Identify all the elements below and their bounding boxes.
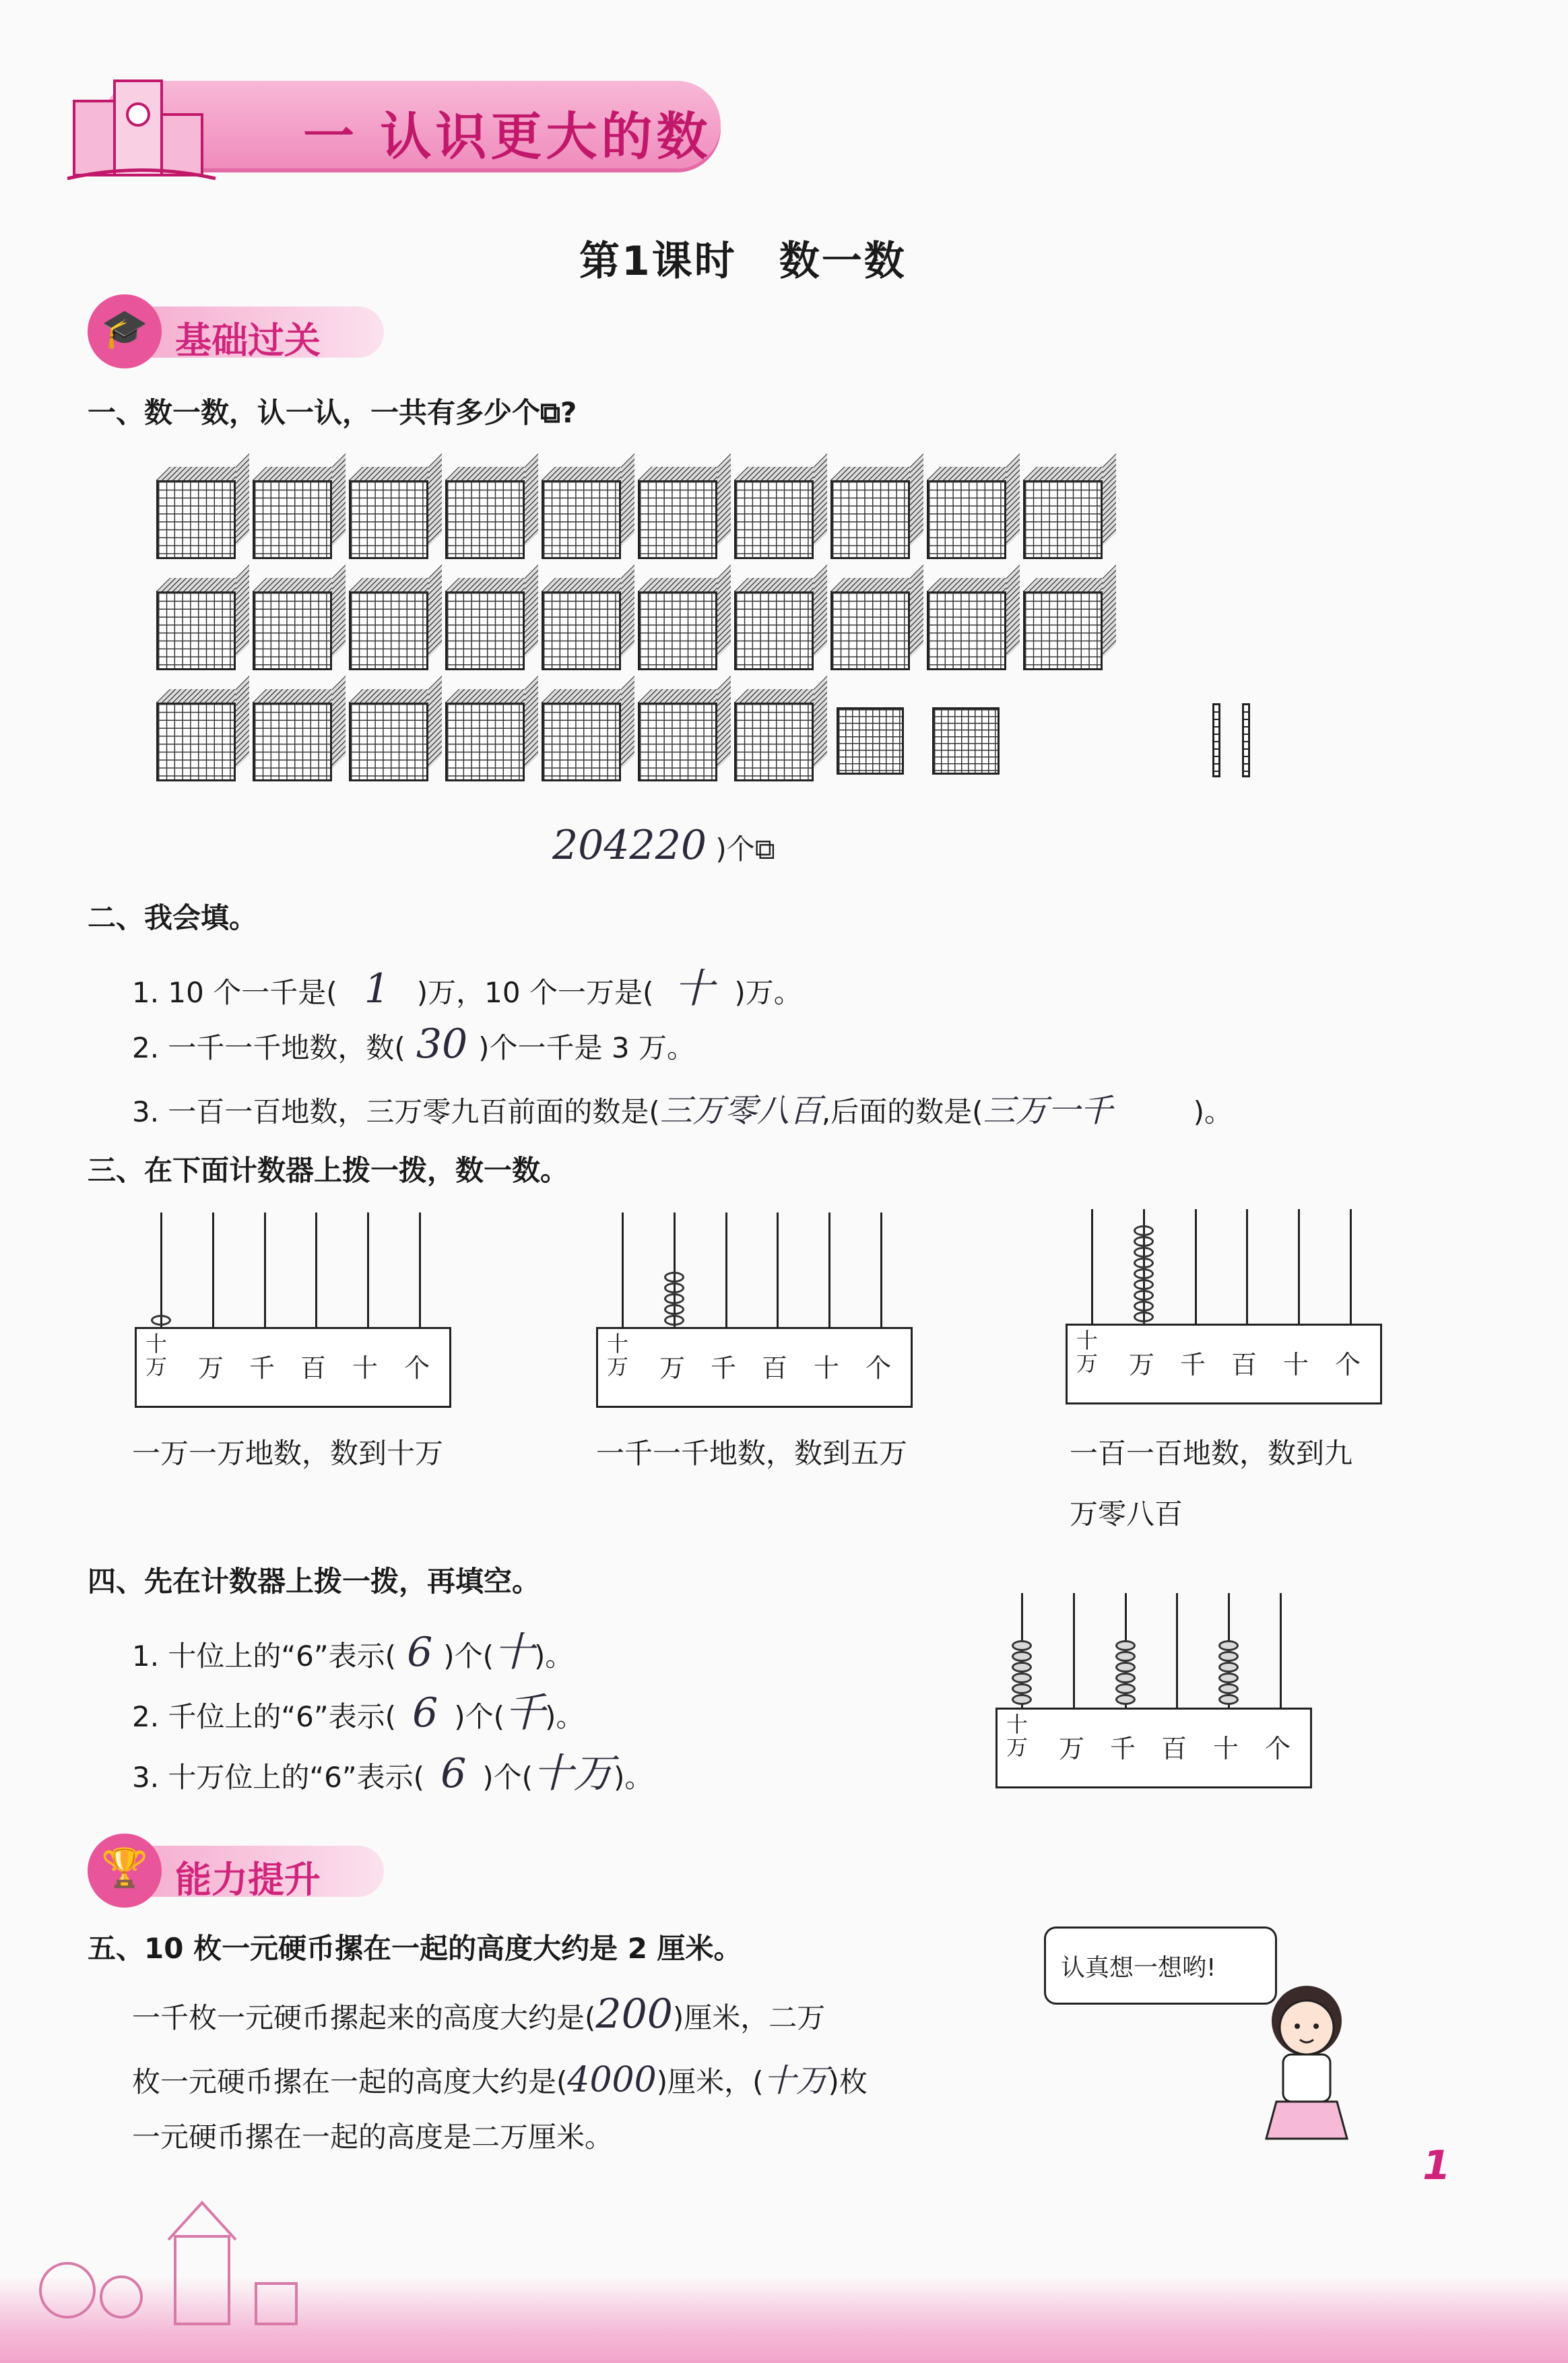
q4-heading: 四、先在计数器上拨一拨，再填空。: [88, 1565, 541, 1598]
place-label-ones: 个: [404, 1353, 430, 1383]
abacus-bead[interactable]: [1134, 1225, 1154, 1236]
place-label-ones: 个: [1335, 1350, 1361, 1380]
place-label-thousands: 千: [249, 1353, 275, 1383]
place-label-hundreds: 百: [762, 1353, 788, 1383]
place-label-hundreds: 百: [1161, 1734, 1187, 1763]
q5-answer-3[interactable]: 十万: [763, 2062, 828, 2100]
abacus-bead: [1115, 1683, 1136, 1694]
abacus-bead: [1115, 1640, 1136, 1651]
place-label-hundreds: 百: [300, 1353, 327, 1383]
q2-answer-1b[interactable]: 十: [674, 965, 715, 1012]
thousand-cube: [156, 702, 236, 781]
abacus-bead[interactable]: [664, 1304, 684, 1315]
place-label-thousands: 千: [1180, 1350, 1206, 1380]
q5-answer-2[interactable]: 4000: [567, 2060, 657, 2100]
abacus-bead[interactable]: [1134, 1312, 1154, 1322]
thousand-cube: [349, 480, 428, 559]
hundred-flat: [837, 707, 904, 775]
q4-answer-3b[interactable]: 十万: [533, 1750, 614, 1797]
place-label-ones: 个: [1265, 1734, 1291, 1763]
abacus-bead: [1012, 1694, 1032, 1705]
abacus-bead: [1218, 1662, 1239, 1673]
abacus-bead: [1218, 1683, 1239, 1694]
place-label-hundreds: 百: [1231, 1350, 1257, 1380]
girl-illustration: [1246, 1974, 1367, 2149]
abacus-bead[interactable]: [664, 1283, 684, 1293]
thousand-cube: [927, 480, 1006, 559]
q1-prompt: 一、数一数，认一认，一共有多少个⧉?: [88, 396, 577, 429]
abacus-rod: [160, 1212, 162, 1330]
speech-bubble-text: 认真想一想哟!: [1061, 1954, 1216, 1982]
thousand-cube: [542, 591, 621, 670]
abacus-bead: [1218, 1640, 1239, 1651]
q4-item-1: 1. 十位上的“6”表示( 6 )个(十)。: [132, 1629, 574, 1676]
abacus-bead[interactable]: [1134, 1236, 1154, 1247]
abacus-rod: [1246, 1209, 1248, 1327]
q3-caption-2: 一千一千地数，数到五万: [596, 1437, 908, 1470]
abacus-bead[interactable]: [664, 1315, 684, 1326]
thousand-cube: [638, 591, 717, 670]
q4-answer-1a[interactable]: 6: [407, 1629, 433, 1676]
thousand-cube: [830, 591, 910, 670]
thousand-cube: [253, 480, 332, 559]
abacus-bead: [1218, 1651, 1239, 1662]
abacus-rod: [367, 1212, 369, 1330]
abacus-rod: [1350, 1209, 1352, 1327]
thousand-cube: [542, 480, 621, 559]
abacus-rod: [315, 1212, 317, 1330]
section-label: 能力提升: [175, 1858, 321, 1901]
abacus-rod: [725, 1212, 727, 1330]
q2-answer-2[interactable]: 30: [416, 1021, 468, 1068]
q4-answer-2b[interactable]: 千: [504, 1689, 546, 1737]
lesson-title: 第1课时 数一数: [579, 238, 907, 285]
abacus-1: [135, 1199, 451, 1415]
place-label-hundred-thousands: 十 万: [607, 1331, 629, 1380]
thousand-cube: [445, 702, 525, 781]
place-label-ten-thousands: 万: [1059, 1734, 1085, 1763]
abacus-3: [1066, 1196, 1382, 1411]
q4-answer-1b[interactable]: 十: [494, 1629, 535, 1676]
section-label: 基础过关: [175, 319, 321, 362]
abacus-bead: [1012, 1662, 1032, 1673]
thousand-cube: [734, 702, 814, 781]
abacus-bead[interactable]: [664, 1272, 684, 1283]
thousand-cube: [638, 702, 717, 781]
q4-item-3: 3. 十万位上的“6”表示( 6 )个(十万)。: [132, 1750, 653, 1797]
q5-answer-1[interactable]: 200: [595, 1990, 673, 2038]
abacus-bead: [1115, 1694, 1136, 1705]
q4-answer-3a[interactable]: 6: [440, 1750, 467, 1797]
building-illustration: [61, 61, 222, 189]
thousand-cube: [542, 702, 621, 781]
abacus-bead: [1218, 1673, 1239, 1683]
q1-answer-line: 204220 )个⧉: [552, 822, 775, 869]
abacus-rod: [1073, 1593, 1075, 1711]
abacus-bead: [1012, 1640, 1032, 1651]
castle-illustration: [27, 2176, 310, 2337]
place-label-hundred-thousands: 十 万: [1006, 1712, 1028, 1760]
abacus-rod: [1091, 1209, 1093, 1327]
page-number: 1: [1423, 2142, 1451, 2189]
abacus-bead[interactable]: [1134, 1268, 1154, 1279]
abacus-rod: [1280, 1593, 1282, 1711]
abacus-bead: [1012, 1673, 1032, 1683]
abacus-rod: [777, 1212, 779, 1330]
q2-answer-1a[interactable]: 1: [364, 965, 390, 1012]
abacus-bead[interactable]: [1134, 1301, 1154, 1312]
abacus-bead: [1115, 1662, 1136, 1673]
abacus-rod: [1176, 1593, 1178, 1711]
place-label-ten-thousands: 万: [198, 1353, 224, 1383]
chapter-title: 一 认识更大的数: [303, 106, 712, 166]
section-tag-basic: [88, 306, 384, 362]
q3-caption-3a: 一百一百地数，数到九: [1070, 1437, 1353, 1470]
thousand-cube: [927, 591, 1006, 670]
section-tag-ability: [88, 1846, 384, 1901]
hundred-flat: [932, 707, 1000, 775]
place-label-tens: 十: [1213, 1734, 1239, 1763]
thousand-cube: [349, 702, 428, 781]
q2-heading: 二、我会填。: [88, 901, 258, 934]
abacus-bead[interactable]: [664, 1293, 684, 1304]
abacus-bead: [1115, 1673, 1136, 1683]
q2-item-2: 2. 一千一千地数，数( 30 )个一千是 3 万。: [132, 1021, 695, 1068]
q5-line-3: 一元硬币摞在一起的高度是二万厘米。: [132, 2121, 614, 2154]
q5-heading: 五、10 枚一元硬币摞在一起的高度大约是 2 厘米。: [88, 1932, 742, 1965]
thousand-cube: [734, 480, 814, 559]
thousand-cube: [1023, 591, 1103, 670]
abacus-rod: [1298, 1209, 1300, 1327]
thousand-cube: [253, 591, 332, 670]
q2-answer-3b[interactable]: 三万一千: [983, 1092, 1113, 1130]
thousand-cube: [156, 591, 236, 670]
place-label-thousands: 千: [711, 1353, 737, 1383]
cube-icon: ⧉?: [540, 396, 577, 429]
thousand-cube: [1023, 480, 1103, 559]
abacus-bead[interactable]: [1134, 1258, 1154, 1268]
place-label-hundred-thousands: 十 万: [145, 1331, 168, 1380]
abacus-rod: [622, 1212, 624, 1330]
abacus-bead[interactable]: [1134, 1290, 1154, 1301]
place-label-ones: 个: [865, 1353, 892, 1383]
place-label-ten-thousands: 万: [659, 1353, 686, 1383]
place-label-tens: 十: [1283, 1350, 1309, 1380]
place-label-tens: 十: [814, 1353, 840, 1383]
q5-line-1: 一千枚一元硬币摞起来的高度大约是(200)厘米，二万: [132, 1990, 826, 2038]
thousand-cube: [638, 480, 717, 559]
thousand-cube: [253, 702, 332, 781]
ten-rod: [1242, 703, 1250, 777]
q5-line-2: 枚一元硬币摞在一起的高度大约是(4000)厘米，(十万)枚: [132, 2060, 868, 2100]
speech-bubble: [1044, 1927, 1277, 2005]
abacus-rod: [212, 1212, 214, 1330]
abacus-rod: [1195, 1209, 1197, 1327]
place-label-tens: 十: [352, 1353, 379, 1383]
thousand-cube: [445, 591, 525, 670]
trophy-icon: 🏆: [88, 1834, 162, 1908]
q3-heading: 三、在下面计数器上拨一拨，数一数。: [88, 1154, 569, 1187]
place-label-hundred-thousands: 十 万: [1076, 1328, 1099, 1376]
ten-rod: [1212, 703, 1220, 777]
abacus-rod: [419, 1212, 421, 1330]
abacus-rod: [264, 1212, 266, 1330]
thousand-cube: [349, 591, 428, 670]
q3-caption-1: 一万一万地数，数到十万: [132, 1437, 444, 1470]
place-label-ten-thousands: 万: [1129, 1350, 1155, 1380]
abacus-bead[interactable]: [1134, 1247, 1154, 1258]
cube-grid: [156, 480, 1268, 796]
abacus-4: [995, 1580, 1312, 1795]
abacus-bead[interactable]: [151, 1315, 171, 1326]
abacus-bead: [1012, 1651, 1032, 1662]
thousand-cube: [156, 480, 236, 559]
abacus-bead: [1218, 1694, 1239, 1705]
graduation-cap-icon: 🎓: [88, 294, 162, 368]
thousand-cube: [734, 591, 814, 670]
thousand-cube: [830, 480, 910, 559]
q4-item-2: 2. 千位上的“6”表示( 6 )个(千)。: [132, 1689, 585, 1737]
q4-answer-2a[interactable]: 6: [412, 1689, 438, 1737]
place-label-thousands: 千: [1110, 1734, 1136, 1763]
q3-caption-3b: 万零八百: [1070, 1497, 1183, 1530]
cube-icon: ⧉: [754, 833, 775, 866]
q2-item-3: 3. 一百一百地数，三万零九百前面的数是(三万零八百,后面的数是(三万一千 )。: [132, 1092, 1233, 1130]
abacus-bead: [1012, 1683, 1032, 1694]
abacus-bead[interactable]: [1134, 1279, 1154, 1290]
abacus-bead: [1115, 1651, 1136, 1662]
q1-answer[interactable]: 204220: [552, 822, 707, 869]
abacus-rod: [880, 1212, 882, 1330]
q2-answer-3a[interactable]: 三万零八百: [659, 1092, 822, 1130]
abacus-2: [596, 1199, 913, 1415]
abacus-rod: [828, 1212, 830, 1330]
thousand-cube: [445, 480, 525, 559]
q2-item-1: 1. 10 个一千是( 1 )万，10 个一万是( 十 )万。: [132, 965, 802, 1012]
